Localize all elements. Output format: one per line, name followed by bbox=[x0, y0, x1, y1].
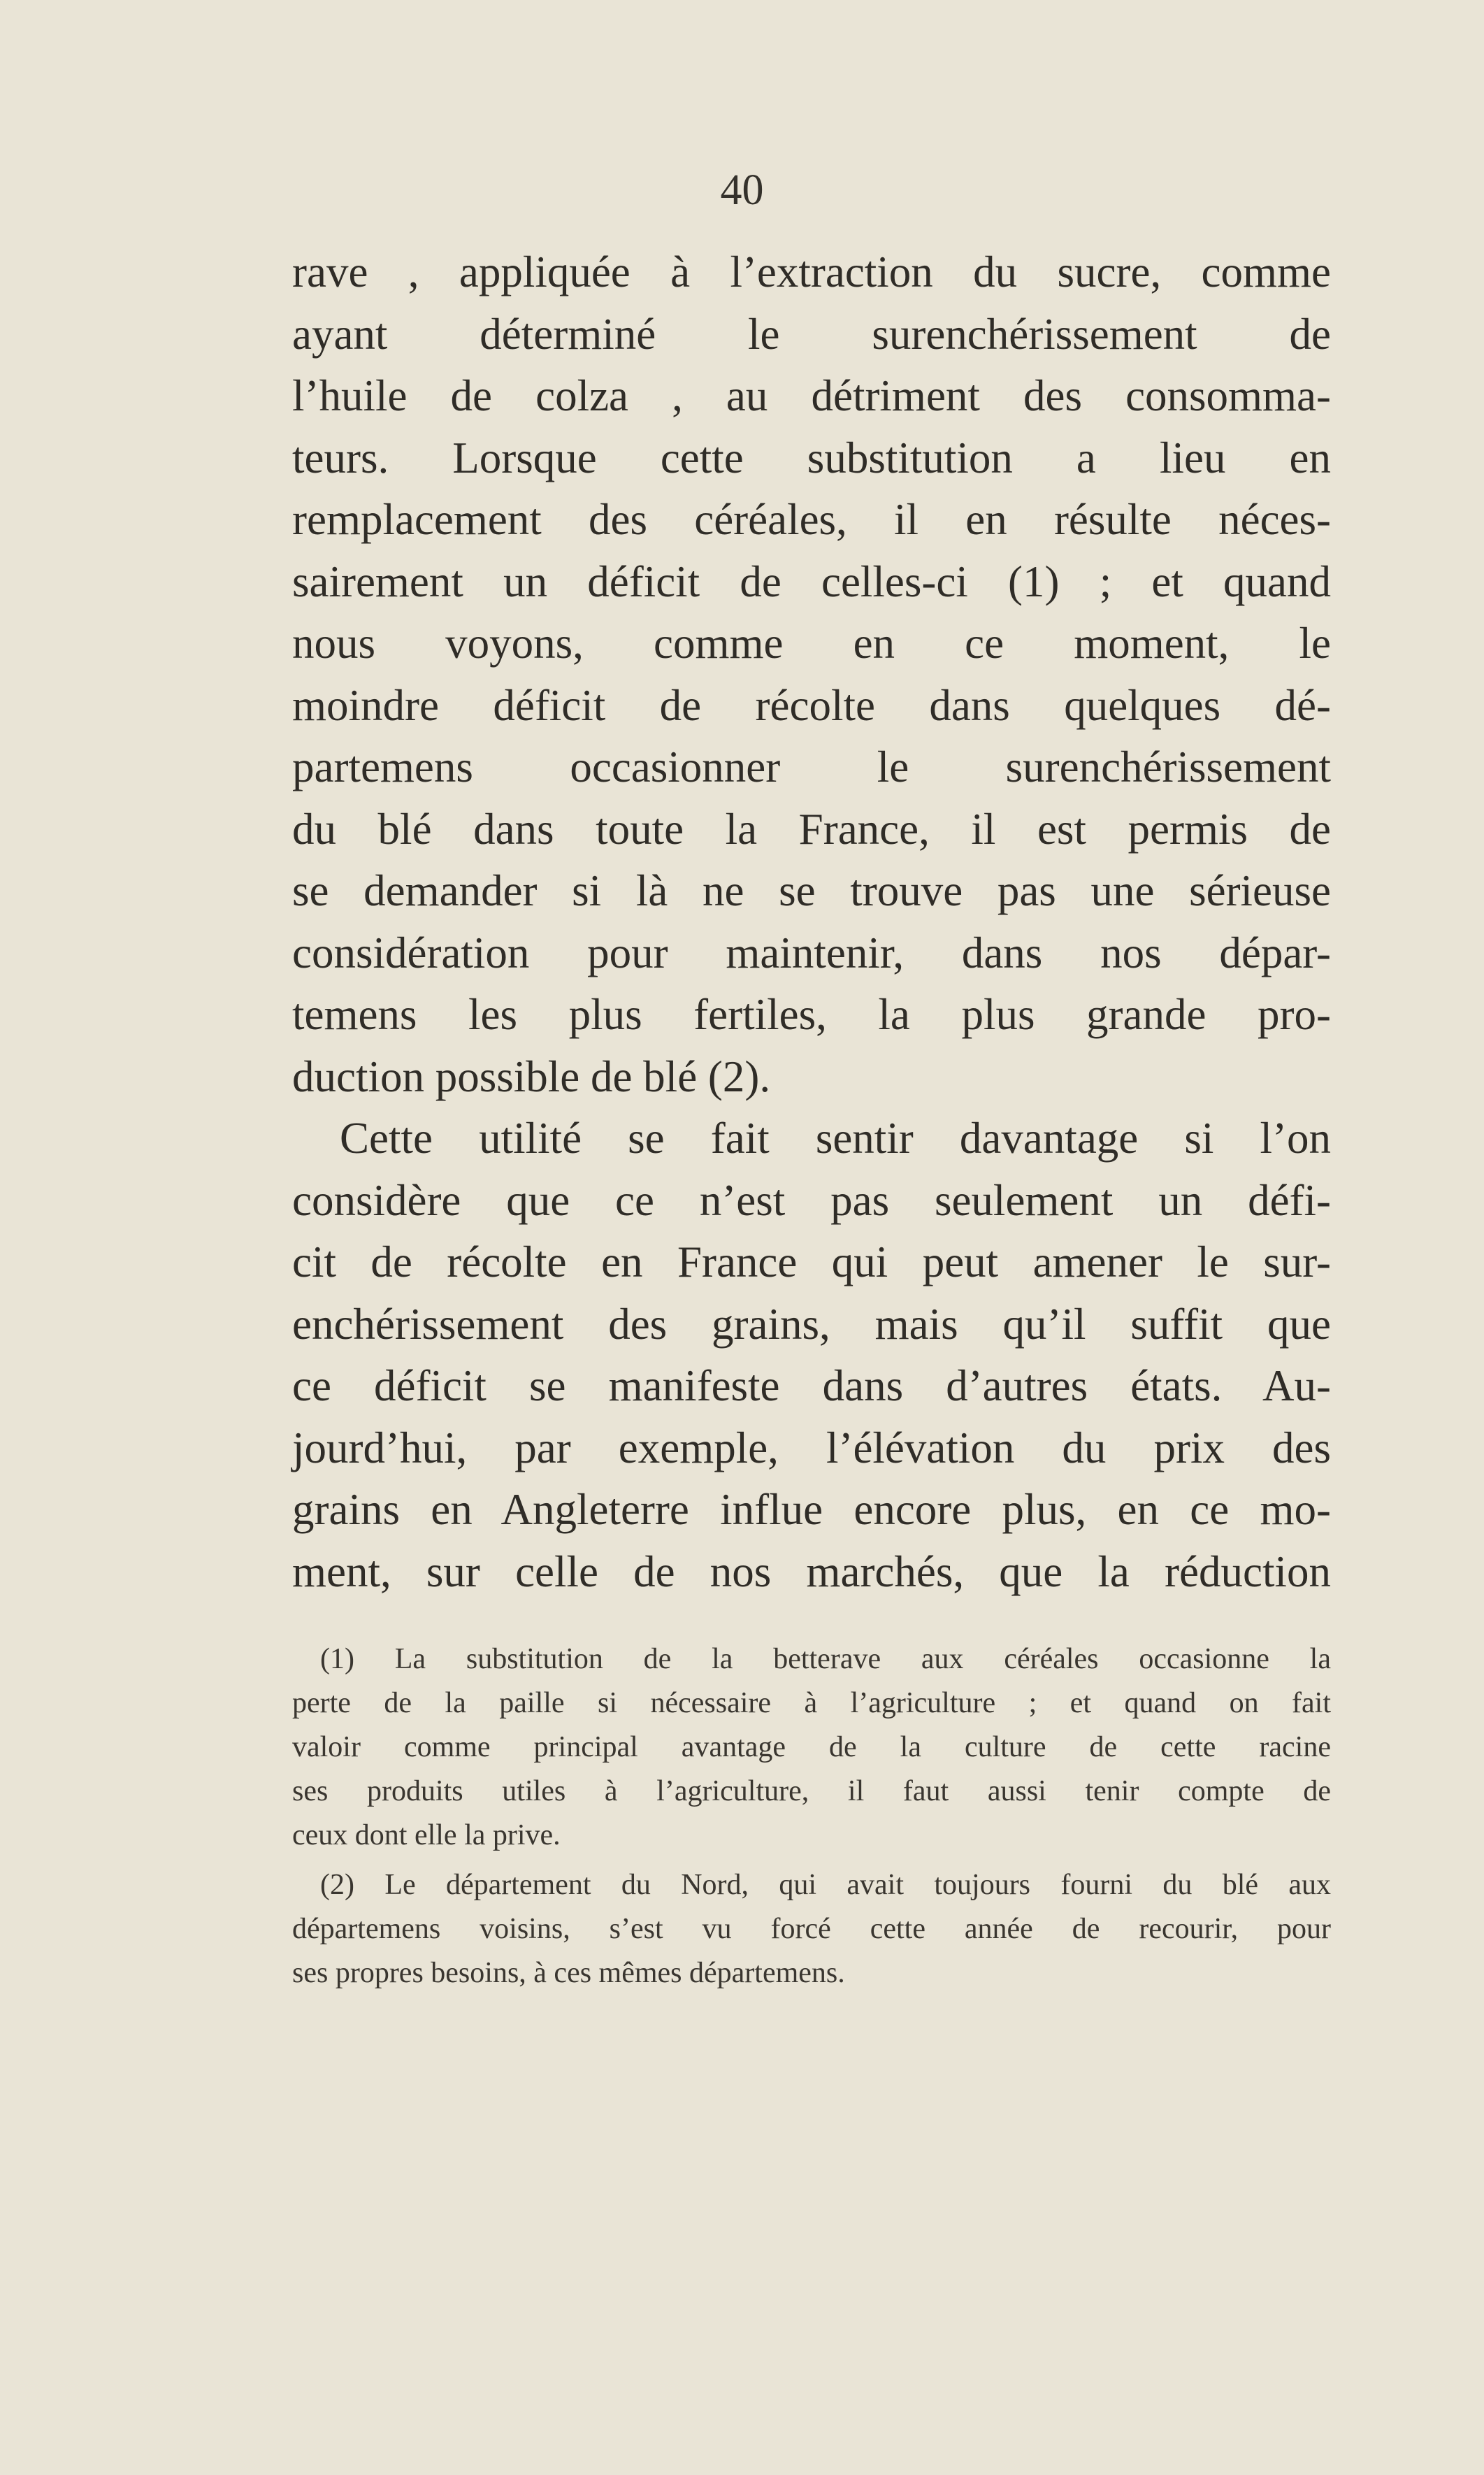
footnote-spacer bbox=[292, 1858, 1331, 1863]
text-line: ment, sur celle de nos marchés, que la réduction bbox=[292, 1547, 1331, 1596]
footnote-line: ses produits utiles à l’agriculture, il faut aussi tenir compte de bbox=[292, 1775, 1331, 1807]
footnote-line: départemens voisins, s’est vu forcé cette année de recourir, pour bbox=[292, 1913, 1331, 1945]
footnotes bbox=[292, 1637, 1331, 1995]
footnote-line: (1) La substitution de la betterave aux céréales occasionne la bbox=[320, 1643, 1331, 1675]
text-line: sairement un déficit de celles-ci (1) ; et quand bbox=[292, 557, 1331, 606]
text-line: ce déficit se manifeste dans d’autres états. Au- bbox=[292, 1361, 1331, 1410]
text-line: nous voyons, comme en ce moment, le bbox=[292, 619, 1331, 668]
footnote-line: ceux dont elle la prive. bbox=[292, 1819, 561, 1851]
text-line: partemens occasionner le surenchérissement bbox=[292, 742, 1331, 791]
text-line: duction possible de blé (2). bbox=[292, 1052, 771, 1101]
text-line: teurs. Lorsque cette substitution a lieu en bbox=[292, 433, 1331, 482]
text-line: du blé dans toute la France, il est permis de bbox=[292, 804, 1331, 854]
text-line: grains en Angleterre influe encore plus, en ce mo- bbox=[292, 1485, 1331, 1534]
footnote-line: valoir comme principal avantage de la culture de cette racine bbox=[292, 1731, 1331, 1763]
text-line: cit de récolte en France qui peut amener le sur- bbox=[292, 1238, 1331, 1286]
text-line: enchérissement des grains, mais qu’il suffit que bbox=[292, 1299, 1331, 1349]
footnote-line: ses propres besoins, à ces mêmes départemens. bbox=[292, 1957, 845, 1989]
footnote-line: perte de la paille si nécessaire à l’agriculture ; et quand on fait bbox=[292, 1687, 1331, 1719]
text-line: se demander si là ne se trouve pas une sérieuse bbox=[292, 866, 1331, 915]
footnote-line: (2) Le département du Nord, qui avait toujours fourni du blé aux bbox=[320, 1869, 1331, 1901]
text-line: temens les plus fertiles, la plus grande pro- bbox=[292, 990, 1331, 1039]
text-line: considération pour maintenir, dans nos dépar- bbox=[292, 928, 1331, 977]
text-line: considère que ce n’est pas seulement un défi- bbox=[292, 1175, 1331, 1225]
body-text bbox=[292, 241, 1331, 1602]
text-line: remplacement des céréales, il en résulte néces- bbox=[292, 495, 1331, 544]
text-line: ayant déterminé le surenchérissement de bbox=[292, 309, 1331, 359]
text-line: moindre déficit de récolte dans quelques dé- bbox=[292, 680, 1331, 730]
text-line: l’huile de colza , au détriment des consomma- bbox=[292, 371, 1331, 420]
text-line: jourd’hui, par exemple, l’élévation du prix des bbox=[292, 1423, 1331, 1472]
page-number: 40 bbox=[720, 166, 764, 214]
text-line: rave , appliquée à l’extraction du sucre, comme bbox=[292, 248, 1331, 296]
text-line: Cette utilité se fait sentir davantage si l’on bbox=[340, 1114, 1331, 1163]
